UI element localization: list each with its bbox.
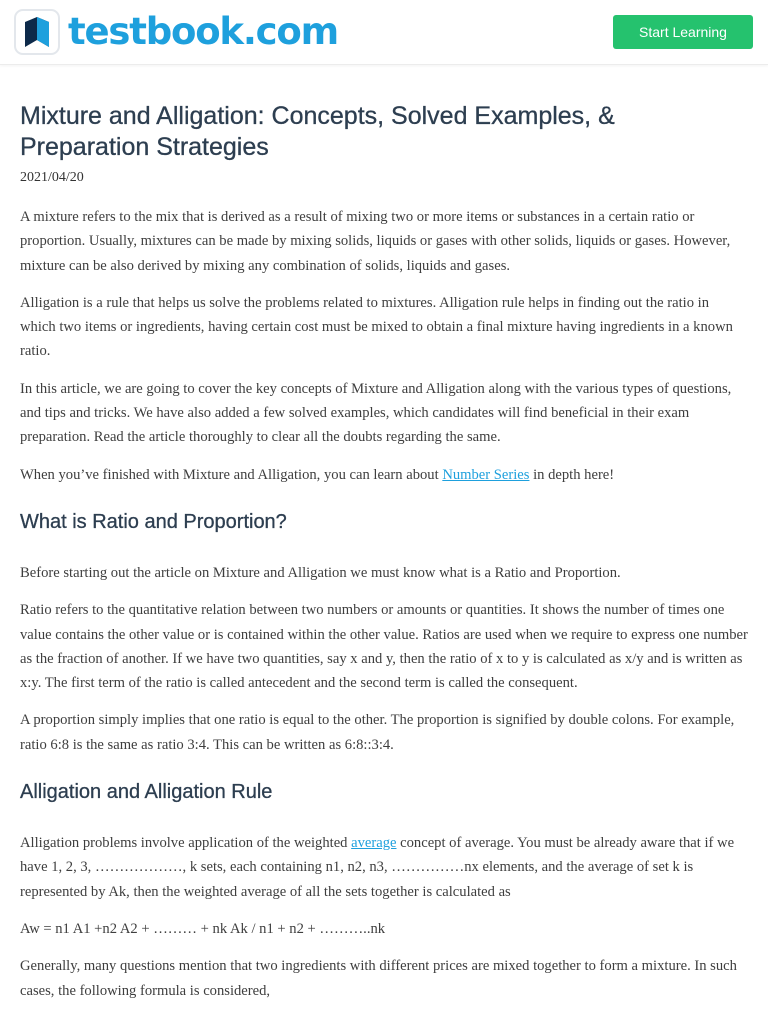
- publish-date: 2021/04/20: [20, 170, 84, 185]
- start-learning-button[interactable]: Start Learning: [613, 15, 753, 49]
- paragraph: [20, 831, 748, 904]
- paragraph: [20, 463, 748, 487]
- site-header: [0, 0, 768, 65]
- article: [0, 101, 768, 1003]
- text: Alligation problems involve application of the weighted: [20, 835, 352, 852]
- paragraph: In this article, we are going to cover the key concepts of Mixture and Alligation along with the various types of questions, and tips and tricks. We have also added a few solved examples, which candidates will find beneficial in their exam preparation. Read the article thoroughly to clear all the doubts regarding the same.: [20, 380, 732, 446]
- section-heading: What is Ratio and Proportion?: [20, 510, 287, 533]
- paragraph: A mixture refers to the mix that is derived as a result of mixing two or more items or substances in a certain ratio or proportion. Usually, mixtures can be made by mixing solids, liquids or gases with other solids, liquids or gases. However, mixture can be also derived by mixing any combination of solids, liquids and gases.: [20, 209, 731, 274]
- page-title: Mixture and Alligation: Concepts, Solved Examples, & Preparation Strategies: [20, 102, 615, 161]
- text: in depth here!: [529, 466, 615, 483]
- text: When you’ve finished with Mixture and Alligation, you can learn about: [20, 466, 443, 483]
- number-series-link[interactable]: Number Series: [442, 466, 530, 483]
- paragraph: Ratio refers to the quantitative relation between two numbers or amounts or quantities. It shows the number of times one value contains the other value or is contained within the other value. Ratios are used when we require to express one number as the fraction of another. If we have two quantities, say x and y, then the ratio of x to y is calculated as x/y and is written as x:y. The first term of the ratio is called antecedent and the second term is called the consequent.: [20, 602, 748, 692]
- paragraph: Alligation is a rule that helps us solve the problems related to mixtures. Alligation rule helps in finding out the ratio in which two items or ingredients, having certain cost must be mixed to obtain a final mixture having ingredients in a known ratio.: [20, 294, 733, 360]
- section-heading: Alligation and Alligation Rule: [20, 781, 273, 804]
- formula: Aw = n1 A1 +n2 A2 + ……… + nk Ak / n1 + n2 + ………..nk: [20, 920, 386, 937]
- text: concept of average. You must be already aware that if we have 1, 2, 3, ………………, k sets, each containing n1, n2, n3, ……………nx elements, and the average of set k is represented by Ak, then the weighted average of all the sets together is calculated as: [20, 835, 735, 900]
- average-link[interactable]: average: [351, 835, 397, 852]
- logo[interactable]: [14, 9, 338, 55]
- logo-mark-icon: [14, 9, 60, 55]
- logo-text: testbook.com: [68, 10, 338, 53]
- paragraph: Before starting out the article on Mixture and Alligation we must know what is a Ratio and Proportion.: [20, 564, 621, 581]
- paragraph: Generally, many questions mention that two ingredients with different prices are mixed together to form a mixture. In such cases, the following formula is considered,: [20, 958, 737, 999]
- paragraph: A proportion simply implies that one ratio is equal to the other. The proportion is signified by double colons. For example, ratio 6:8 is the same as ratio 3:4. This can be written as 6:8::3:4.: [20, 712, 735, 753]
